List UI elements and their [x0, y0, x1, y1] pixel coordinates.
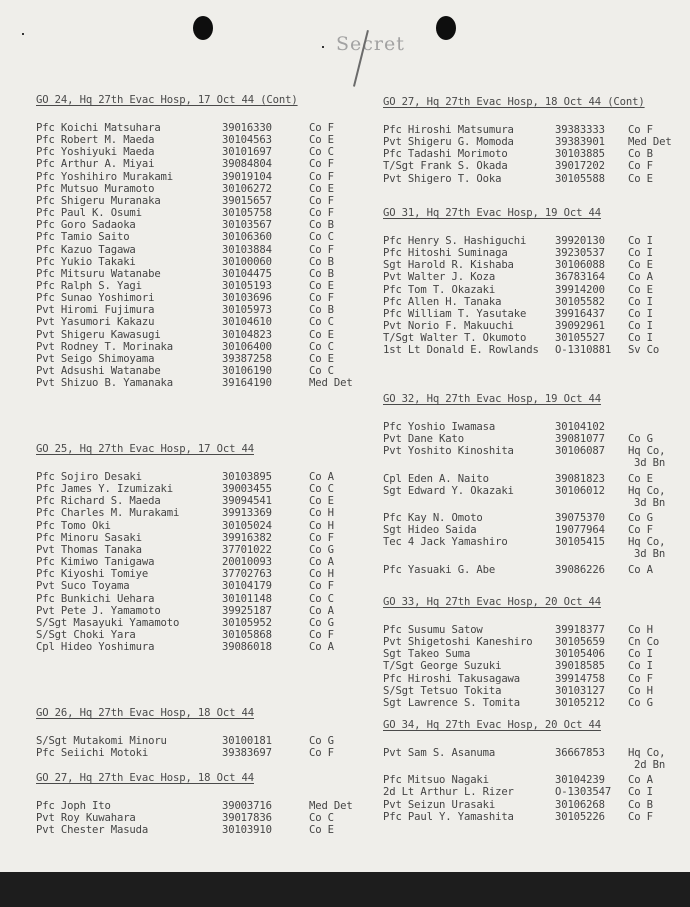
roster-unit: Co C [309, 340, 334, 353]
roster-serial-number: 30105582 [555, 295, 605, 308]
roster-serial-number: 39018585 [555, 660, 605, 673]
roster-name: Pfc Hiroshi Matsumura [383, 124, 514, 136]
roster-unit: Sv Co [628, 344, 660, 357]
roster-name: Pfc Ralph S. Yagi [36, 279, 142, 292]
roster-unit: Co I [628, 235, 653, 247]
roster-name: S/Sgt Masayuki Yamamoto [36, 616, 180, 629]
roster-unit: Co A [309, 471, 334, 483]
roster-unit: Co B [309, 304, 334, 317]
roster-name: Pfc Kay N. Omoto [383, 512, 483, 525]
section-heading: GO 32, Hq 27th Evac Hosp, 19 Oct 44 [383, 393, 601, 405]
roster-serial-number: 30106190 [222, 365, 272, 377]
roster-unit: Co C [309, 365, 334, 377]
roster-serial-number: 30106360 [222, 231, 272, 244]
roster-unit: Hq Co, [628, 536, 666, 549]
roster-serial-number: 39019104 [222, 170, 272, 183]
roster-name: 2d Lt Arthur L. Rizer [383, 786, 514, 799]
roster-serial-number: 30103696 [222, 292, 272, 305]
roster-serial-number: 37701022 [222, 543, 272, 556]
roster-serial-number: 30100060 [222, 255, 272, 268]
roster-name: Cpl Eden A. Naito [383, 472, 489, 485]
roster-serial-number: 30106087 [555, 445, 605, 458]
roster-unit: Co A [309, 556, 334, 569]
roster-serial-number: 30103885 [555, 148, 605, 161]
roster-unit: Co A [628, 563, 653, 576]
roster-unit: Co E [309, 328, 334, 341]
roster-name: 1st Lt Donald E. Rowlands [383, 344, 539, 357]
roster-name: Pvt Pete J. Yamamoto [36, 604, 161, 617]
roster-unit: Co F [628, 160, 653, 173]
roster-serial-number: 39017202 [555, 160, 605, 173]
section-heading: GO 31, Hq 27th Evac Hosp, 19 Oct 44 [383, 207, 601, 219]
section-heading: GO 25, Hq 27th Evac Hosp, 17 Oct 44 [36, 443, 254, 455]
roster-unit: Co E [628, 172, 653, 185]
roster-unit: Co A [309, 604, 334, 617]
roster-unit: Co H [628, 684, 653, 697]
roster-name: Pfc Mutsuo Muramoto [36, 182, 155, 195]
roster-unit: Hq Co, [628, 747, 666, 759]
roster-name: Pvt Walter J. Koza [383, 271, 496, 284]
roster-serial-number: 30105588 [555, 172, 605, 185]
roster-serial-number: 30105415 [555, 536, 605, 549]
roster-unit: Co F [628, 810, 653, 823]
roster-serial-number: 30105527 [555, 332, 605, 345]
roster-unit: Co H [309, 568, 334, 581]
roster-serial-number: 30105973 [222, 304, 272, 317]
roster-unit: Med Det [628, 136, 672, 149]
roster-serial-number: 30105226 [555, 810, 605, 823]
roster-serial-number: 39383901 [555, 136, 605, 149]
roster-unit: Co F [309, 158, 334, 171]
roster-unit-battalion: 3d Bn [634, 548, 666, 561]
roster-name: Pfc Mitsuo Nagaki [383, 774, 489, 787]
roster-unit: Med Det [309, 800, 353, 812]
roster-unit: Co I [628, 660, 653, 673]
roster-serial-number: 30103895 [222, 471, 272, 483]
roster-name: Pvt Shizuo B. Yamanaka [36, 377, 174, 390]
roster-name: Pfc Yoshio Iwamasa [383, 421, 496, 433]
roster-unit: Co G [628, 512, 653, 525]
roster-serial-number: 39383697 [222, 747, 272, 760]
roster-unit: Co G [628, 696, 653, 709]
section-heading: GO 26, Hq 27th Evac Hosp, 18 Oct 44 [36, 707, 254, 719]
roster-name: Pfc Kazuo Tagawa [36, 243, 136, 256]
roster-serial-number: 39016330 [222, 122, 272, 134]
roster-name: Pfc Paul K. Osumi [36, 207, 142, 220]
roster-unit: Co A [628, 774, 653, 787]
roster-name: Pfc Arthur A. Miyai [36, 158, 155, 171]
roster-name: Pvt Shigeru Kawasugi [36, 328, 161, 341]
roster-serial-number: 30103567 [222, 219, 272, 232]
secret-stamp: Secret [336, 33, 405, 55]
roster-name: Pvt Shigeru G. Momoda [383, 136, 514, 149]
roster-unit: Co C [309, 812, 334, 825]
roster-name: Pfc Robert M. Maeda [36, 134, 155, 147]
roster-serial-number: 39914758 [555, 672, 605, 685]
roster-serial-number: 30104823 [222, 328, 272, 341]
roster-serial-number: 30104102 [555, 421, 605, 433]
roster-unit: Hq Co, [628, 484, 666, 497]
roster-unit: Co C [309, 231, 334, 244]
section-heading: GO 24, Hq 27th Evac Hosp, 17 Oct 44 (Cont) [36, 94, 298, 106]
roster-serial-number: 30103884 [222, 243, 272, 256]
roster-unit: Med Det [309, 377, 353, 390]
roster-unit: Co A [628, 271, 653, 284]
roster-unit: Co G [309, 543, 334, 556]
roster-name: Pfc James Y. Izumizaki [36, 483, 174, 496]
roster-unit: Co F [309, 747, 334, 760]
punch-hole-left [193, 16, 213, 40]
roster-unit: Co C [309, 483, 334, 496]
roster-name: S/Sgt Tetsuo Tokita [383, 684, 502, 697]
roster-serial-number: 30103910 [222, 824, 272, 837]
roster-serial-number: 39094541 [222, 495, 272, 508]
roster-name: S/Sgt Choki Yara [36, 628, 136, 641]
roster-unit: Co G [309, 735, 334, 747]
roster-unit: Co E [309, 182, 334, 195]
roster-serial-number: 30105659 [555, 636, 605, 649]
roster-name: Pfc Paul Y. Yamashita [383, 810, 514, 823]
roster-name: Pvt Chester Masuda [36, 824, 149, 837]
roster-serial-number: 30106400 [222, 340, 272, 353]
roster-unit: Co C [309, 592, 334, 605]
roster-unit: Co F [628, 524, 653, 537]
roster-unit: Co B [628, 148, 653, 161]
roster-name: Pfc Koichi Matsuhara [36, 122, 161, 134]
roster-serial-number: 39916437 [555, 307, 605, 320]
roster-serial-number: 30104179 [222, 580, 272, 593]
roster-name: Pvt Shigero T. Ooka [383, 172, 502, 185]
roster-name: Pvt Roy Kuwahara [36, 812, 136, 825]
roster-unit: Co F [628, 672, 653, 685]
roster-name: Pvt Sam S. Asanuma [383, 747, 496, 759]
roster-name: Pvt Adsushi Watanabe [36, 365, 161, 377]
roster-unit: Co I [628, 320, 653, 333]
roster-name: Pfc Kiyoshi Tomiye [36, 568, 149, 581]
roster-unit: Co F [309, 628, 334, 641]
roster-unit: Co F [309, 194, 334, 207]
roster-serial-number: 30103127 [555, 684, 605, 697]
roster-name: Pfc Yoshiyuki Maeda [36, 146, 155, 159]
roster-name: Sgt Edward Y. Okazaki [383, 484, 514, 497]
roster-serial-number: 30105024 [222, 519, 272, 532]
roster-unit: Co F [309, 292, 334, 305]
roster-unit: Co F [628, 124, 653, 136]
roster-unit: Hq Co, [628, 445, 666, 458]
roster-serial-number: 39913369 [222, 507, 272, 520]
roster-unit: Co B [628, 798, 653, 811]
roster-serial-number: 30101148 [222, 592, 272, 605]
roster-name: Sgt Harold R. Kishaba [383, 259, 514, 272]
roster-serial-number: 30105952 [222, 616, 272, 629]
roster-unit: Co E [309, 279, 334, 292]
roster-name: Pfc Mitsuru Watanabe [36, 267, 161, 280]
section-heading: GO 27, Hq 27th Evac Hosp, 18 Oct 44 (Cont) [383, 96, 645, 108]
roster-serial-number: 30104475 [222, 267, 272, 280]
roster-serial-number: 39015657 [222, 194, 272, 207]
roster-name: Pvt Suco Toyama [36, 580, 130, 593]
section-heading: GO 34, Hq 27th Evac Hosp, 20 Oct 44 [383, 719, 601, 731]
roster-name: Pfc Richard S. Maeda [36, 495, 161, 508]
roster-serial-number: 30101697 [222, 146, 272, 159]
roster-serial-number: 39081823 [555, 472, 605, 485]
roster-unit: Co E [628, 283, 653, 296]
roster-name: Pfc Hitoshi Suminaga [383, 247, 508, 260]
roster-name: Pfc Henry S. Hashiguchi [383, 235, 527, 247]
roster-unit: Co B [309, 219, 334, 232]
roster-unit: Co E [309, 134, 334, 147]
roster-serial-number: 39081077 [555, 433, 605, 446]
roster-name: S/Sgt Mutakomi Minoru [36, 735, 167, 747]
roster-unit: Co I [628, 247, 653, 260]
roster-name: Pfc Hiroshi Takusagawa [383, 672, 521, 685]
roster-serial-number: 39920130 [555, 235, 605, 247]
roster-serial-number: 39387258 [222, 352, 272, 365]
roster-name: T/Sgt Walter T. Okumoto [383, 332, 527, 345]
roster-name: Pfc Tom T. Okazaki [383, 283, 496, 296]
roster-unit: Co E [309, 824, 334, 837]
roster-name: Pfc Kimiwo Tanigawa [36, 556, 155, 569]
roster-name: Pfc Sojiro Desaki [36, 471, 142, 483]
roster-unit: Co H [628, 624, 653, 636]
roster-name: Pvt Yasumori Kakazu [36, 316, 155, 329]
roster-unit-battalion: 2d Bn [634, 759, 666, 771]
roster-unit: Co I [628, 786, 653, 799]
roster-unit: Co F [309, 243, 334, 256]
roster-serial-number: 30106268 [555, 798, 605, 811]
roster-serial-number: 39916382 [222, 531, 272, 544]
roster-unit: Co F [309, 122, 334, 134]
roster-serial-number: 39918377 [555, 624, 605, 636]
roster-serial-number: O-1303547 [555, 786, 612, 799]
roster-name: Pvt Seigo Shimoyama [36, 352, 155, 365]
roster-serial-number: 30105193 [222, 279, 272, 292]
roster-serial-number: 39086226 [555, 563, 605, 576]
roster-unit: Co B [309, 255, 334, 268]
roster-name: Pvt Rodney T. Morinaka [36, 340, 174, 353]
roster-unit: Co I [628, 295, 653, 308]
roster-unit-battalion: 3d Bn [634, 457, 666, 470]
roster-unit: Co I [628, 332, 653, 345]
roster-name: Pvt Hiromi Fujimura [36, 304, 155, 317]
roster-unit: Co F [309, 531, 334, 544]
roster-unit: Co F [309, 207, 334, 220]
roster-name: Pfc Shigeru Muranaka [36, 194, 161, 207]
roster-serial-number: 39084804 [222, 158, 272, 171]
roster-unit-battalion: 3d Bn [634, 496, 666, 509]
roster-unit: Co A [309, 641, 334, 654]
roster-serial-number: 39383333 [555, 124, 605, 136]
roster-serial-number: O-1310881 [555, 344, 612, 357]
roster-name: Pfc Yoshihiro Murakami [36, 170, 174, 183]
roster-name: Pfc Joph Ito [36, 800, 111, 812]
roster-unit: Co E [309, 352, 334, 365]
roster-serial-number: 39017836 [222, 812, 272, 825]
roster-name: Pfc Sunao Yoshimori [36, 292, 155, 305]
roster-name: Pfc Yasuaki G. Abe [383, 563, 496, 576]
roster-name: Pfc Minoru Sasaki [36, 531, 142, 544]
roster-serial-number: 30105406 [555, 648, 605, 661]
roster-serial-number: 39075370 [555, 512, 605, 525]
roster-serial-number: 20010093 [222, 556, 272, 569]
roster-name: Pvt Dane Kato [383, 433, 464, 446]
roster-serial-number: 39914200 [555, 283, 605, 296]
roster-serial-number: 36783164 [555, 271, 605, 284]
roster-name: Sgt Lawrence S. Tomita [383, 696, 521, 709]
roster-serial-number: 36667853 [555, 747, 605, 759]
roster-name: Sgt Takeo Suma [383, 648, 471, 661]
roster-serial-number: 39230537 [555, 247, 605, 260]
roster-serial-number: 39925187 [222, 604, 272, 617]
roster-name: Pfc Charles M. Murakami [36, 507, 180, 520]
roster-unit: Co H [309, 519, 334, 532]
roster-unit: Co G [628, 433, 653, 446]
roster-unit: Co C [309, 146, 334, 159]
roster-serial-number: 30106012 [555, 484, 605, 497]
punch-hole-right [436, 16, 456, 40]
roster-name: Pvt Norio F. Makuuchi [383, 320, 514, 333]
roster-serial-number: 30105212 [555, 696, 605, 709]
roster-name: Pfc Tomo Oki [36, 519, 111, 532]
roster-serial-number: 30104563 [222, 134, 272, 147]
ink-speck [22, 33, 24, 35]
roster-name: Pfc Bunkichi Uehara [36, 592, 155, 605]
roster-serial-number: 30106088 [555, 259, 605, 272]
roster-serial-number: 30105758 [222, 207, 272, 220]
roster-unit: Co G [309, 616, 334, 629]
roster-unit: Co I [628, 307, 653, 320]
roster-unit: Co E [628, 472, 653, 485]
section-heading: GO 27, Hq 27th Evac Hosp, 18 Oct 44 [36, 772, 254, 784]
roster-name: Pfc William T. Yasutake [383, 307, 527, 320]
section-heading: GO 33, Hq 27th Evac Hosp, 20 Oct 44 [383, 596, 601, 608]
roster-name: Pfc Allen H. Tanaka [383, 295, 502, 308]
roster-name: Pfc Tadashi Morimoto [383, 148, 508, 161]
roster-serial-number: 30104239 [555, 774, 605, 787]
roster-serial-number: 30104610 [222, 316, 272, 329]
roster-unit: Co F [309, 580, 334, 593]
roster-name: Pvt Seizun Urasaki [383, 798, 496, 811]
roster-name: T/Sgt Frank S. Okada [383, 160, 508, 173]
roster-unit: Co E [628, 259, 653, 272]
roster-serial-number: 30105868 [222, 628, 272, 641]
roster-name: Pfc Tamio Saito [36, 231, 130, 244]
roster-name: Pvt Shigetoshi Kaneshiro [383, 636, 533, 649]
roster-serial-number: 30100181 [222, 735, 272, 747]
roster-name: Sgt Hideo Saida [383, 524, 477, 537]
roster-name: Pfc Yukio Takaki [36, 255, 136, 268]
roster-name: Pfc Seiichi Motoki [36, 747, 149, 760]
roster-name: Pvt Yoshito Kinoshita [383, 445, 514, 458]
ink-speck [322, 46, 324, 48]
roster-serial-number: 39003455 [222, 483, 272, 496]
roster-serial-number: 39003716 [222, 800, 272, 812]
roster-serial-number: 30106272 [222, 182, 272, 195]
roster-unit: Co C [309, 316, 334, 329]
roster-name: T/Sgt George Suzuki [383, 660, 502, 673]
roster-name: Pfc Susumu Satow [383, 624, 483, 636]
roster-unit: Co E [309, 495, 334, 508]
roster-unit: Co B [309, 267, 334, 280]
roster-name: Cpl Hideo Yoshimura [36, 641, 155, 654]
roster-unit: Cn Co [628, 636, 660, 649]
roster-serial-number: 19077964 [555, 524, 605, 537]
roster-name: Tec 4 Jack Yamashiro [383, 536, 508, 549]
roster-unit: Co I [628, 648, 653, 661]
roster-name: Pfc Goro Sadaoka [36, 219, 136, 232]
roster-serial-number: 39164190 [222, 377, 272, 390]
roster-name: Pvt Thomas Tanaka [36, 543, 142, 556]
roster-unit: Co H [309, 507, 334, 520]
roster-unit: Co F [309, 170, 334, 183]
roster-serial-number: 39092961 [555, 320, 605, 333]
scan-bottom-edge [0, 872, 690, 907]
roster-serial-number: 37702763 [222, 568, 272, 581]
roster-serial-number: 39086018 [222, 641, 272, 654]
